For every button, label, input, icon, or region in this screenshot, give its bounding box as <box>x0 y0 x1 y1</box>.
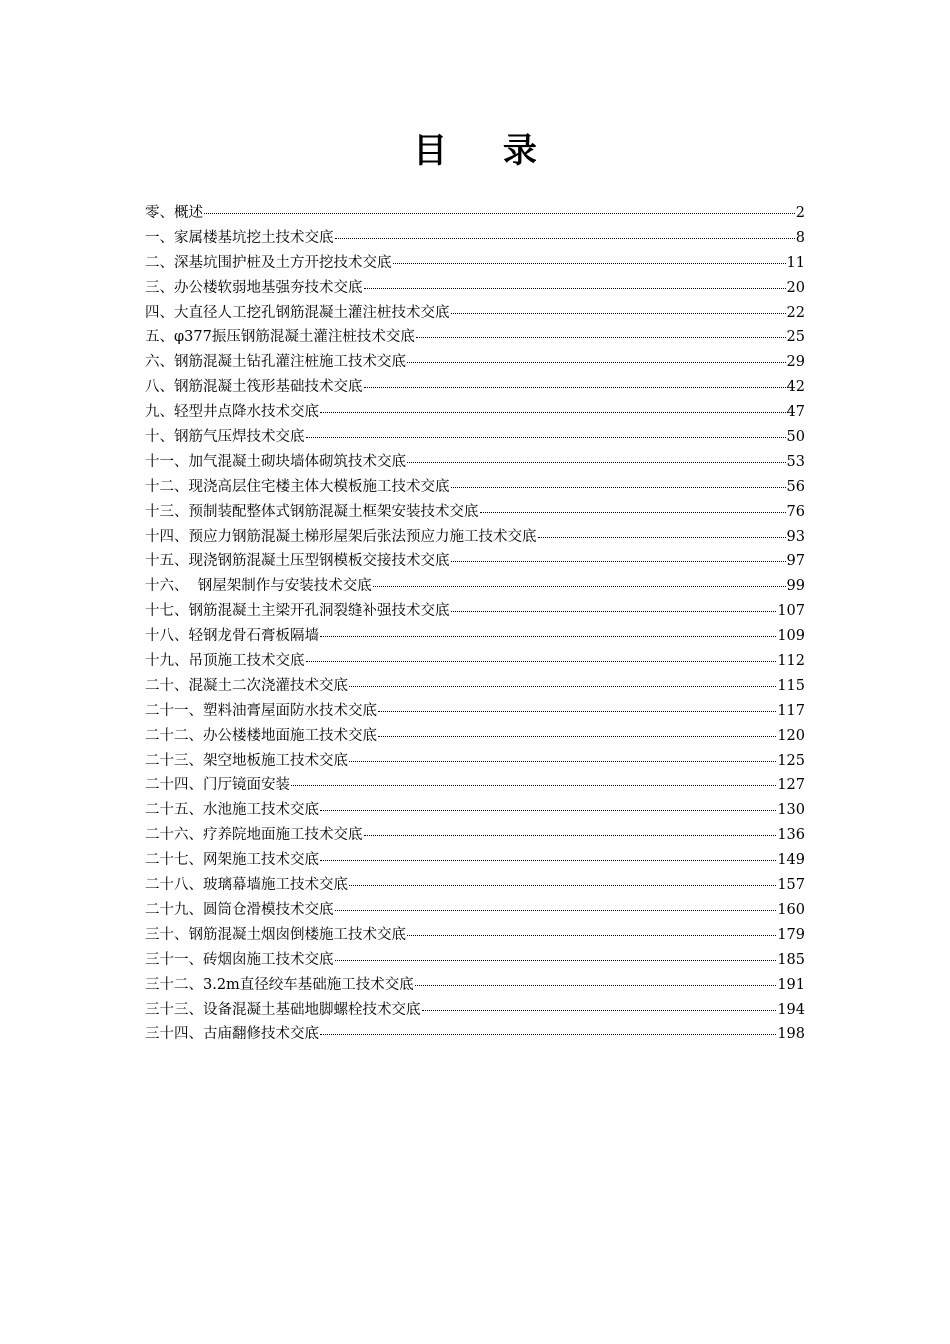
toc-entry[interactable] <box>145 525 805 550</box>
dot-leader <box>291 784 776 786</box>
toc-entry-label: 三十四、古庙翻修技术交底 <box>145 1026 319 1043</box>
dot-leader <box>320 1033 776 1035</box>
toc-entry-page: 2 <box>795 205 805 221</box>
toc-entry-page: 198 <box>777 1026 805 1043</box>
toc-entry[interactable] <box>145 301 805 326</box>
dot-leader <box>378 735 776 737</box>
toc-entry-page: 29 <box>786 354 805 371</box>
toc-entry-page: 47 <box>786 404 805 421</box>
toc-entry-page: 99 <box>786 578 805 595</box>
toc-entry[interactable] <box>145 699 805 724</box>
toc-entry[interactable] <box>145 350 805 375</box>
toc-entry[interactable] <box>145 251 805 276</box>
toc-entry-page: 8 <box>795 229 805 246</box>
toc-entry-page: 117 <box>777 702 805 719</box>
toc-entry-label: 十、钢筋气压焊技术交底 <box>145 429 305 446</box>
dot-leader <box>204 212 795 214</box>
toc-entry-page: 194 <box>777 1001 805 1018</box>
toc-entry[interactable] <box>145 1022 805 1047</box>
table-of-contents <box>145 201 805 1047</box>
toc-entry[interactable] <box>145 500 805 525</box>
toc-entry[interactable] <box>145 375 805 400</box>
toc-entry-page: 107 <box>777 603 805 620</box>
toc-entry[interactable] <box>145 599 805 624</box>
toc-entry-page: 157 <box>777 877 805 894</box>
toc-entry-page: 127 <box>777 777 805 794</box>
dot-leader <box>538 536 786 538</box>
toc-entry[interactable] <box>145 624 805 649</box>
toc-entry-page: 125 <box>777 752 805 769</box>
toc-entry-page: 179 <box>777 926 805 943</box>
toc-entry-page: 149 <box>777 852 805 869</box>
toc-entry[interactable] <box>145 724 805 749</box>
toc-entry-page: 11 <box>786 254 805 271</box>
toc-entry[interactable] <box>145 276 805 301</box>
dot-leader <box>349 685 776 687</box>
toc-entry-label: 十三、预制装配整体式钢筋混凝土框架安装技术交底 <box>145 503 479 520</box>
toc-entry-page: 120 <box>777 727 805 744</box>
dot-leader <box>407 934 776 936</box>
toc-entry-label: 二十九、圆筒仓滑模技术交底 <box>145 901 334 918</box>
toc-entry-label: 二十五、水池施工技术交底 <box>145 802 319 819</box>
toc-entry-label: 零、概述 <box>145 205 203 221</box>
toc-entry-label: 十五、现浇钢筋混凝土压型钢模板交接技术交底 <box>145 553 450 570</box>
toc-entry[interactable] <box>145 201 805 226</box>
toc-entry-page: 97 <box>786 553 805 570</box>
toc-entry-label: 三十二、3.2m直径绞车基础施工技术交底 <box>145 976 414 993</box>
toc-entry-label: 十四、预应力钢筋混凝土梯形屋架后张法预应力施工技术交底 <box>145 528 537 545</box>
toc-entry-label: 六、钢筋混凝土钻孔灌注桩施工技术交底 <box>145 354 406 371</box>
toc-entry-label: 三十三、设备混凝土基础地脚螺栓技术交底 <box>145 1001 421 1018</box>
toc-entry-label: 三十、钢筋混凝土烟囱倒楼施工技术交底 <box>145 926 406 943</box>
dot-leader <box>349 884 776 886</box>
dot-leader <box>320 411 786 413</box>
dot-leader <box>364 834 777 836</box>
toc-entry-label: 一、家属楼基坑挖土技术交底 <box>145 229 334 246</box>
toc-entry-page: 53 <box>786 453 805 470</box>
toc-entry[interactable] <box>145 549 805 574</box>
toc-entry[interactable] <box>145 425 805 450</box>
toc-entry[interactable] <box>145 923 805 948</box>
dot-leader <box>451 312 786 314</box>
toc-entry-page: 50 <box>786 429 805 446</box>
toc-entry-label: 三、办公楼软弱地基强夯技术交底 <box>145 279 363 296</box>
dot-leader <box>335 909 777 911</box>
toc-entry[interactable] <box>145 948 805 973</box>
toc-entry-page: 22 <box>786 304 805 321</box>
dot-leader <box>364 386 786 388</box>
dot-leader <box>378 710 776 712</box>
toc-entry-label: 十九、吊顶施工技术交底 <box>145 653 305 670</box>
dot-leader <box>393 262 786 264</box>
toc-entry[interactable] <box>145 475 805 500</box>
toc-entry-page: 136 <box>777 827 805 844</box>
toc-entry[interactable] <box>145 973 805 998</box>
toc-entry-label: 四、大直径人工挖孔钢筋混凝土灌注桩技术交底 <box>145 304 450 321</box>
toc-entry[interactable] <box>145 873 805 898</box>
dot-leader <box>306 660 777 662</box>
toc-entry-page: 56 <box>786 478 805 495</box>
toc-entry[interactable] <box>145 649 805 674</box>
toc-entry-page: 130 <box>777 802 805 819</box>
toc-entry-label: 十七、钢筋混凝土主梁开孔洞裂缝补强技术交底 <box>145 603 450 620</box>
dot-leader <box>364 287 786 289</box>
toc-entry-page: 42 <box>786 379 805 396</box>
toc-entry-label: 二十六、疗养院地面施工技术交底 <box>145 827 363 844</box>
dot-leader <box>451 560 786 562</box>
toc-entry-page: 109 <box>777 628 805 645</box>
dot-leader <box>320 635 776 637</box>
toc-entry-page: 20 <box>786 279 805 296</box>
toc-entry-label: 三十一、砖烟囱施工技术交底 <box>145 951 334 968</box>
toc-entry-label: 二十二、办公楼楼地面施工技术交底 <box>145 727 377 744</box>
toc-entry-page: 115 <box>777 677 805 694</box>
dot-leader <box>451 610 777 612</box>
toc-entry-page: 160 <box>777 901 805 918</box>
toc-entry[interactable] <box>145 574 805 599</box>
toc-entry-page: 25 <box>786 329 805 346</box>
dot-leader <box>416 336 786 338</box>
dot-leader <box>306 436 786 438</box>
toc-title: 目 录 <box>413 131 559 171</box>
toc-entry-label: 十一、加气混凝土砌块墙体砌筑技术交底 <box>145 453 406 470</box>
toc-entry-page: 112 <box>777 653 805 670</box>
dot-leader <box>451 486 786 488</box>
dot-leader <box>320 859 776 861</box>
dot-leader <box>335 959 777 961</box>
toc-entry-label: 二十一、塑料油膏屋面防水技术交底 <box>145 702 377 719</box>
toc-entry-label: 二、深基坑围护桩及土方开挖技术交底 <box>145 254 392 271</box>
dot-leader <box>415 984 777 986</box>
toc-entry[interactable] <box>145 325 805 350</box>
toc-entry[interactable] <box>145 773 805 798</box>
toc-entry-label: 八、钢筋混凝土筏形基础技术交底 <box>145 379 363 396</box>
toc-entry[interactable] <box>145 226 805 251</box>
toc-entry-label: 九、轻型井点降水技术交底 <box>145 404 319 421</box>
dot-leader <box>320 809 776 811</box>
toc-entry-page: 76 <box>786 503 805 520</box>
toc-entry-label: 十六、 钢屋架制作与安装技术交底 <box>145 578 372 595</box>
toc-entry[interactable] <box>145 998 805 1023</box>
toc-entry-page: 191 <box>777 976 805 993</box>
dot-leader <box>407 461 786 463</box>
toc-entry-label: 二十八、玻璃幕墙施工技术交底 <box>145 877 348 894</box>
dot-leader <box>422 1009 777 1011</box>
toc-entry[interactable] <box>145 823 805 848</box>
dot-leader <box>349 760 776 762</box>
toc-entry[interactable] <box>145 898 805 923</box>
toc-entry[interactable] <box>145 749 805 774</box>
toc-entry[interactable] <box>145 798 805 823</box>
toc-entry[interactable] <box>145 400 805 425</box>
toc-entry[interactable] <box>145 848 805 873</box>
toc-entry[interactable] <box>145 450 805 475</box>
toc-entry-label: 十二、现浇高层住宅楼主体大模板施工技术交底 <box>145 478 450 495</box>
dot-leader <box>335 237 795 239</box>
dot-leader <box>373 585 786 587</box>
toc-entry-page: 93 <box>786 528 805 545</box>
toc-entry-label: 十八、轻钢龙骨石膏板隔墙 <box>145 628 319 645</box>
toc-entry-label: 二十、混凝土二次浇灌技术交底 <box>145 677 348 694</box>
toc-entry-label: 二十七、网架施工技术交底 <box>145 852 319 869</box>
dot-leader <box>407 361 786 363</box>
dot-leader <box>480 511 786 513</box>
toc-entry-page: 185 <box>777 951 805 968</box>
toc-entry-label: 五、φ377振压钢筋混凝土灌注桩技术交底 <box>145 329 415 346</box>
toc-entry-label: 二十四、门厅镜面安装 <box>145 777 290 794</box>
toc-entry-label: 二十三、架空地板施工技术交底 <box>145 752 348 769</box>
toc-entry[interactable] <box>145 674 805 699</box>
